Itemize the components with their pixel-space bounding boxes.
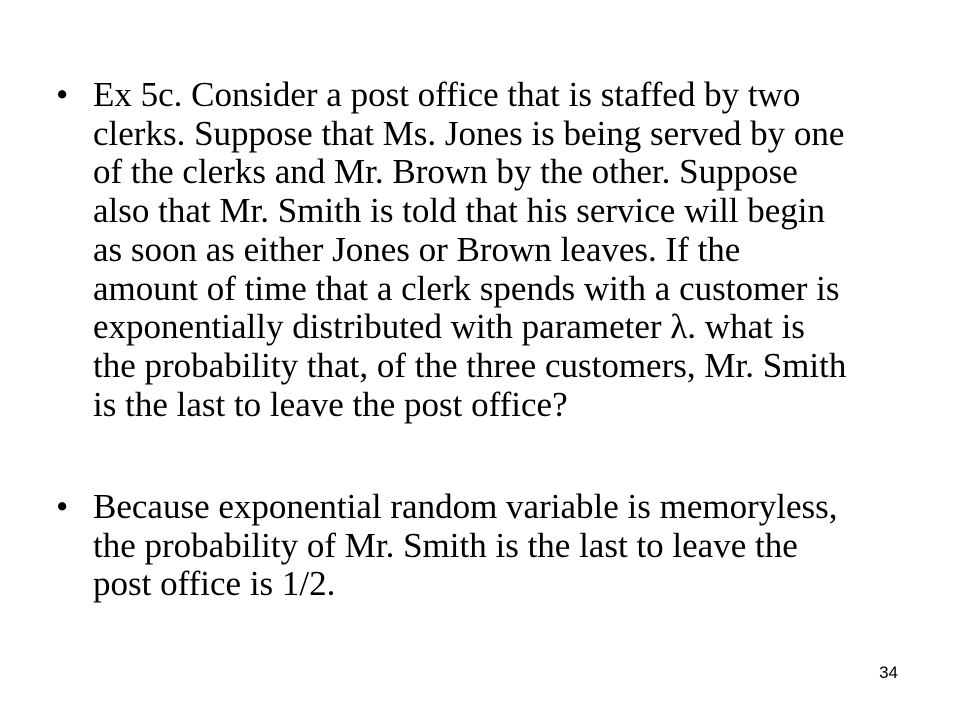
text-line: of the clerks and Mr. Brown by the other. Suppose (93, 152, 798, 192)
bullet-marker: • (56, 487, 69, 526)
text-line: Because exponential random variable is memoryless, (93, 487, 838, 526)
page-number: 34 (879, 663, 898, 682)
text-line: clerks. Suppose that Ms. Jones is being served by one (93, 113, 845, 153)
text-line: exponentially distributed with parameter λ. what is (93, 307, 805, 347)
text-line: Ex 5c. Consider a post office that is staffed by two (93, 75, 801, 114)
text-line: post office is 1/2. (93, 564, 336, 604)
text-line: is the last to leave the post office? (93, 384, 568, 424)
text-line: the probability of Mr. Smith is the last to leave the (93, 525, 798, 565)
text-line: the probability that, of the three customers, Mr. Smith (93, 346, 847, 386)
text-line: amount of time that a clerk spends with a customer is (93, 268, 840, 308)
bullet-item-question (56, 75, 847, 425)
bullet-marker: • (56, 75, 69, 114)
text-line: also that Mr. Smith is told that his service will begin (93, 191, 826, 231)
text-line: as soon as either Jones or Brown leaves. If the (93, 229, 741, 269)
bullet-item-answer (56, 487, 838, 604)
